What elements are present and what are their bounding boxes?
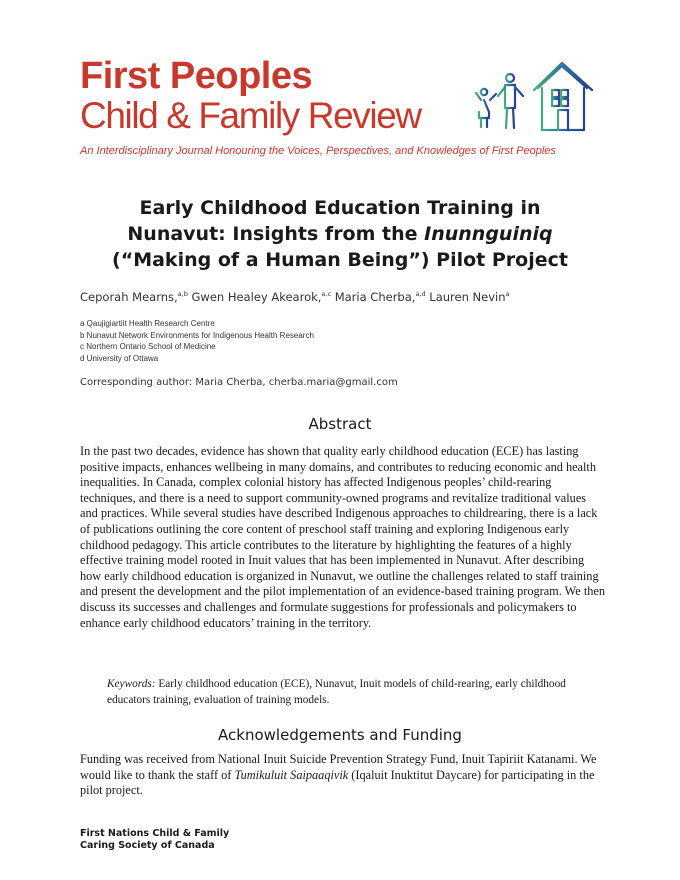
abstract-text: In the past two decades, evidence has shown that quality early childhood education (ECE) has lasting positive impacts, enhances wellbeing in many domains, and contributes to reducing economic and health inequalities. In Canada, complex colonial history has affected Indigenous peoples’ child-rearing techniques, and there is a need to support community-owned programs and revitalize traditional values and practices. While several studies have described Indigenous approaches to childrearing, there is a lack of publications outlining the core content of preschool staff training and exploring Indigenous early childhood pedagogy. This article contributes to the literature by highlighting the features of a highly effective training model rooted in Inuit values that has been implemented in Nunavut. After describing how early childhood education is organized in Nunavut, we outline the challenges related to staff training and present the development and the pilot implementation of an evidence-based training program. We then discuss its successes and challenges and formulate suggestions for professionals and policymakers to enhance early childhood educators’ training in the territory.: [80, 444, 605, 630]
author: Maria Cherba,$^{a,d}$: [334, 290, 426, 304]
article-title-line2-text: Nunavut: Insights from the: [127, 223, 425, 245]
article-title-line1: Early Childhood Education Training in: [139, 197, 541, 219]
abstract-heading: Abstract: [308, 415, 372, 433]
article-title-line2: [127, 223, 552, 245]
author: Ceporah Mearns,$^{a,b}$: [80, 290, 188, 304]
article-title-line3: (“Making of a Human Being”) Pilot Project: [112, 249, 568, 271]
affiliation-item: a Qaujigiartiit Health Research Centre: [80, 319, 215, 328]
family-house-logo: [468, 60, 602, 140]
article-title: [80, 195, 600, 273]
affiliation-item: d University of Ottawa: [80, 353, 159, 363]
keywords-text: Early childhood education (ECE), Nunavut, Inuit models of child-rearing, early childhood educators training, evaluation of training models.: [107, 678, 566, 706]
keywords: [107, 677, 597, 708]
affiliation-item: c Northern Ontario School of Medicine: [80, 342, 216, 351]
acknowledgements-heading: Acknowledgements and Funding: [218, 726, 462, 744]
keywords-label: Keywords:: [107, 678, 156, 690]
article-title-italic: Inunnguiniq: [424, 223, 553, 245]
journal-title-line1: First Peoples: [80, 55, 313, 97]
publisher-footer: [80, 828, 280, 852]
author: Lauren Nevin$^a$: [429, 290, 510, 304]
affiliation-item: b Nunavut Network Environments for Indigenous Health Research: [80, 330, 314, 340]
journal-title-line2: Child & Family Review: [80, 95, 421, 136]
corresponding-author: Corresponding author: Maria Cherba, cherba.maria@gmail.com: [80, 377, 398, 388]
journal-tagline: An Interdisciplinary Journal Honouring the Voices, Perspectives, and Knowledges of First Peoples: [80, 145, 556, 157]
publisher-line1: First Nations Child & Family: [80, 828, 230, 839]
author: Gwen Healey Akearok,$^{a,c}$: [191, 290, 332, 304]
author-list: [80, 290, 620, 304]
affiliation-list: [80, 318, 480, 364]
acknowledgements-text: Funding was received from National Inuit Suicide Prevention Strategy Fund, Inuit Tapiriit Katanami. We would like to thank the staff of Tumikuluit Saipaaqivik (Iqaluit Inuktitut Daycare) for participating in the pilot project.: [80, 752, 597, 798]
publisher-line2: Caring Society of Canada: [80, 840, 215, 851]
